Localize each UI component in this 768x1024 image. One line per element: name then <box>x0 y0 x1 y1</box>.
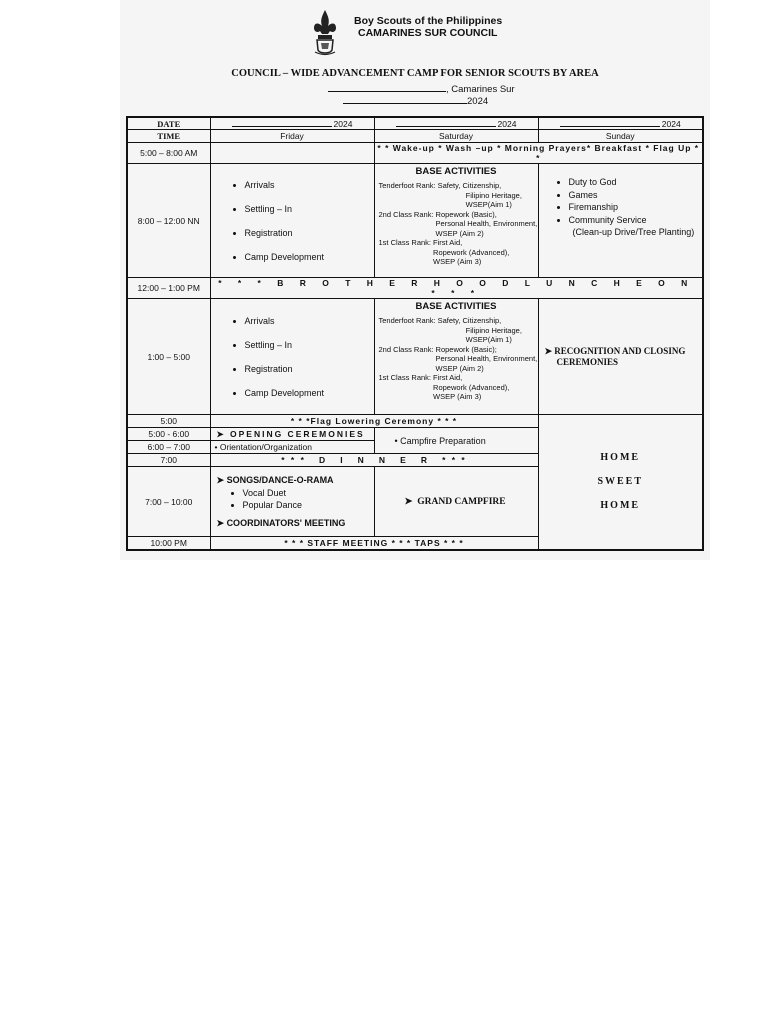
list-item: • Duty to God <box>569 176 703 189</box>
saturday-morning-cell <box>374 164 538 278</box>
year-line: 2024 <box>343 94 488 107</box>
sunday-morning-cell <box>538 164 703 278</box>
list-item: • Camp Development <box>245 381 374 405</box>
sweet-word: SWEET <box>597 475 644 487</box>
list-item: • Arrivals <box>245 309 374 333</box>
time-cell: 7:00 <box>127 454 210 467</box>
rank-block: Tenderfoot Rank: Safety, Citizenship, Filipino Heritage, WSEP(Aim 1) <box>378 181 522 209</box>
opening-ceremonies: ➤ OPENING CEREMONIES <box>210 428 374 441</box>
friday-date: 2024 <box>210 117 374 130</box>
sunday-afternoon-cell <box>538 299 703 415</box>
grand-campfire-cell: ➤ GRAND CAMPFIRE <box>374 467 538 537</box>
list-item: • Community Service <box>569 214 703 227</box>
sunday-date: 2024 <box>538 117 703 130</box>
friday-morning-cell <box>210 164 374 278</box>
list-item: • Settling – In <box>245 197 374 221</box>
saturday-date: 2024 <box>374 117 538 130</box>
songs-dance-title: ➤ SONGS/DANCE-O-RAMA <box>216 474 334 485</box>
list-item: • Registration <box>245 221 374 245</box>
bsp-fleur-de-lis-emblem-icon <box>310 8 340 58</box>
rank-block: Tenderfoot Rank: Safety, Citizenship, Filipino Heritage, WSEP(Aim 1) <box>378 316 522 344</box>
org-name: Boy Scouts of the Philippines <box>354 15 503 27</box>
arrow-icon: ➤ <box>216 474 225 485</box>
list-item: • Registration <box>245 357 374 381</box>
council-name: CAMARINES SUR COUNCIL <box>358 27 498 39</box>
staff-meeting-banner: * * * STAFF MEETING * * * TAPS * * * <box>210 537 538 550</box>
flag-lowering-banner: * * *Flag Lowering Ceremony * * * <box>210 415 538 428</box>
morning-banner: * * Wake-up * Wash –up * Morning Prayers* Breakfast * Flag Up * * <box>374 143 703 164</box>
home-sweet-home-cell <box>538 415 703 550</box>
day-sunday: Sunday <box>538 130 703 143</box>
time-cell: 5:00 <box>127 415 210 428</box>
list-item: • Arrivals <box>245 173 374 197</box>
place-line: , Camarines Sur <box>328 82 515 95</box>
home-word: HOME <box>600 499 641 511</box>
schedule-table <box>126 116 704 551</box>
time-cell: 12:00 – 1:00 PM <box>127 278 210 299</box>
time-cell: 5:00 - 6:00 <box>127 428 210 441</box>
coordinators-meeting: ➤ COORDINATORS' MEETING <box>216 517 346 528</box>
arrow-icon: ➤ <box>216 517 225 528</box>
time-cell: 10:00 PM <box>127 537 210 550</box>
arrow-icon: ➤ <box>544 346 553 356</box>
saturday-afternoon-cell <box>374 299 538 415</box>
friday-afternoon-cell <box>210 299 374 415</box>
time-cell: 5:00 – 8:00 AM <box>127 143 210 164</box>
rank-block: 2nd Class Rank: Ropework (Basic), Personal Health, Environment, WSEP (Aim 2) <box>378 209 538 238</box>
community-service-note: (Clean-up Drive/Tree Planting) <box>572 227 695 237</box>
base-activities-title: BASE ACTIVITIES <box>415 301 497 312</box>
list-item: • Games <box>569 189 703 202</box>
time-cell: 8:00 – 12:00 NN <box>127 164 210 278</box>
arrow-icon: ➤ <box>404 497 413 507</box>
campfire-prep-cell: • Campfire Preparation <box>374 428 538 454</box>
list-item: • Settling – In <box>245 333 374 357</box>
document-title: COUNCIL – WIDE ADVANCEMENT CAMP FOR SENIOR SCOUTS BY AREA <box>231 68 599 79</box>
date-header: DATE <box>127 117 210 130</box>
time-cell: 1:00 – 5:00 <box>127 299 210 415</box>
time-header: TIME <box>127 130 210 143</box>
day-saturday: Saturday <box>374 130 538 143</box>
friday-evening-cell <box>210 467 374 537</box>
luncheon-banner: * * * B R O T H E R H O O D L U N C H E O N * * * <box>210 278 703 299</box>
time-cell: 6:00 – 7:00 <box>127 441 210 454</box>
list-item: • Vocal Duet <box>243 487 374 500</box>
rank-block: 2nd Class Rank: Ropework (Basic); Personal Health, Environment, WSEP (Aim 2) <box>378 344 538 373</box>
closing-ceremonies-line2: CEREMONIES <box>556 357 619 367</box>
day-friday: Friday <box>210 130 374 143</box>
list-item: • Camp Development <box>245 245 374 269</box>
rank-block: 1st Class Rank: First Aid, Ropework (Advanced), WSEP (Aim 3) <box>378 238 510 266</box>
arrow-icon: ➤ <box>216 428 226 439</box>
rank-block: 1st Class Rank: First Aid, Ropework (Advanced), WSEP (Aim 3) <box>378 373 510 401</box>
list-item: • Popular Dance <box>243 499 374 512</box>
base-activities-title: BASE ACTIVITIES <box>415 166 497 177</box>
dinner-banner: * * * D I N N E R * * * <box>210 454 538 467</box>
time-cell: 7:00 – 10:00 <box>127 467 210 537</box>
orientation-cell: • Orientation/Organization <box>210 441 374 454</box>
home-word: HOME <box>600 451 641 463</box>
list-item: • Firemanship <box>569 201 703 214</box>
closing-ceremonies: ➤ RECOGNITION AND CLOSING <box>544 346 686 356</box>
